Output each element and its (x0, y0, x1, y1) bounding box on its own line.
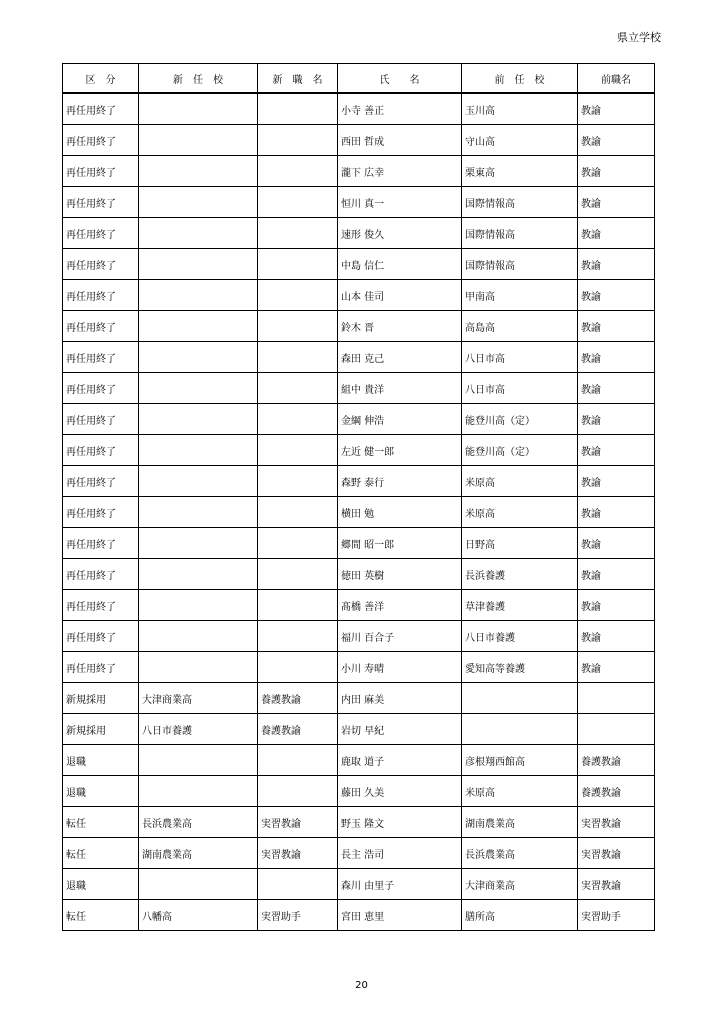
table-row (63, 776, 655, 807)
cell-name: 鈴木 晋 (338, 311, 462, 342)
cell-category: 再任用終了 (63, 93, 139, 125)
cell-new-school (139, 435, 258, 466)
table-row (63, 93, 655, 125)
cell-category: 再任用終了 (63, 311, 139, 342)
cell-category: 再任用終了 (63, 497, 139, 528)
cell-new-title (258, 311, 338, 342)
cell-category: 再任用終了 (63, 218, 139, 249)
table-row (63, 559, 655, 590)
header-name: 氏 名 (338, 64, 462, 94)
header-row (63, 64, 655, 94)
cell-category: 再任用終了 (63, 187, 139, 218)
cell-name: 森野 泰行 (338, 466, 462, 497)
cell-category: 退職 (63, 869, 139, 900)
cell-new-title: 実習教諭 (258, 807, 338, 838)
cell-category: 新規採用 (63, 714, 139, 745)
cell-prev-title: 教諭 (578, 590, 655, 621)
table-row (63, 838, 655, 869)
cell-prev-title: 教諭 (578, 342, 655, 373)
cell-new-school (139, 187, 258, 218)
cell-new-school (139, 621, 258, 652)
cell-prev-title (578, 683, 655, 714)
cell-new-school: 大津商業高 (139, 683, 258, 714)
cell-prev-school: 能登川高（定） (462, 404, 578, 435)
table-body (63, 93, 655, 931)
cell-category: 転任 (63, 807, 139, 838)
cell-prev-title: 教諭 (578, 280, 655, 311)
cell-new-school: 八日市養護 (139, 714, 258, 745)
cell-new-school (139, 93, 258, 125)
cell-new-title (258, 745, 338, 776)
cell-new-title (258, 373, 338, 404)
cell-prev-title: 教諭 (578, 497, 655, 528)
cell-prev-title: 教諭 (578, 435, 655, 466)
cell-prev-title: 教諭 (578, 249, 655, 280)
cell-new-title: 実習教諭 (258, 838, 338, 869)
table-row (63, 714, 655, 745)
cell-new-title (258, 621, 338, 652)
cell-new-school: 湖南農業高 (139, 838, 258, 869)
cell-prev-title: 教諭 (578, 652, 655, 683)
cell-new-school (139, 590, 258, 621)
cell-category: 退職 (63, 776, 139, 807)
cell-prev-title: 教諭 (578, 621, 655, 652)
cell-prev-title: 教諭 (578, 311, 655, 342)
cell-prev-school: 国際情報高 (462, 218, 578, 249)
cell-prev-title: 教諭 (578, 93, 655, 125)
header-category: 区 分 (63, 64, 139, 94)
cell-category: 再任用終了 (63, 404, 139, 435)
cell-prev-title: 教諭 (578, 156, 655, 187)
cell-category: 再任用終了 (63, 156, 139, 187)
cell-name: 長主 浩司 (338, 838, 462, 869)
cell-prev-school: 八日市高 (462, 342, 578, 373)
cell-prev-school: 大津商業高 (462, 869, 578, 900)
table-row (63, 342, 655, 373)
cell-new-title (258, 559, 338, 590)
page-number: 20 (355, 980, 368, 991)
table-row (63, 280, 655, 311)
cell-prev-title: 教諭 (578, 187, 655, 218)
cell-new-school (139, 745, 258, 776)
cell-new-title (258, 249, 338, 280)
cell-prev-title: 教諭 (578, 125, 655, 156)
cell-prev-school: 愛知高等養護 (462, 652, 578, 683)
table-row (63, 683, 655, 714)
cell-new-school (139, 342, 258, 373)
cell-new-title (258, 435, 338, 466)
table-row (63, 497, 655, 528)
cell-new-school (139, 404, 258, 435)
cell-name: 中島 信仁 (338, 249, 462, 280)
cell-prev-school: 守山高 (462, 125, 578, 156)
cell-new-school: 八幡高 (139, 900, 258, 931)
cell-new-title: 養護教諭 (258, 683, 338, 714)
cell-prev-title: 実習教諭 (578, 838, 655, 869)
cell-category: 再任用終了 (63, 528, 139, 559)
cell-new-title (258, 125, 338, 156)
personnel-table (62, 63, 655, 931)
cell-prev-school (462, 683, 578, 714)
cell-category: 転任 (63, 900, 139, 931)
cell-name: 野玉 隆文 (338, 807, 462, 838)
cell-new-school (139, 559, 258, 590)
header-prev-title: 前職名 (578, 64, 655, 94)
cell-prev-title: 実習教諭 (578, 869, 655, 900)
cell-name: 森田 克己 (338, 342, 462, 373)
cell-new-school (139, 156, 258, 187)
cell-new-title (258, 404, 338, 435)
cell-name: 小川 寿晴 (338, 652, 462, 683)
cell-name: 髙橋 善洋 (338, 590, 462, 621)
table-row (63, 652, 655, 683)
cell-category: 転任 (63, 838, 139, 869)
table-row (63, 218, 655, 249)
cell-prev-school: 八日市高 (462, 373, 578, 404)
cell-prev-title: 教諭 (578, 466, 655, 497)
cell-name: 森川 由里子 (338, 869, 462, 900)
cell-name: 福川 百合子 (338, 621, 462, 652)
header-prev-school: 前 任 校 (462, 64, 578, 94)
cell-prev-title: 教諭 (578, 218, 655, 249)
cell-new-school (139, 466, 258, 497)
table-row (63, 745, 655, 776)
cell-new-title (258, 93, 338, 125)
cell-prev-title: 実習助手 (578, 900, 655, 931)
cell-prev-title: 教諭 (578, 404, 655, 435)
table-row (63, 869, 655, 900)
table-row (63, 590, 655, 621)
table-row (63, 311, 655, 342)
cell-prev-school: 玉川高 (462, 93, 578, 125)
cell-name: 金綱 伸浩 (338, 404, 462, 435)
cell-new-title (258, 776, 338, 807)
cell-new-title (258, 652, 338, 683)
cell-prev-school (462, 714, 578, 745)
cell-new-title (258, 280, 338, 311)
cell-prev-school: 国際情報高 (462, 187, 578, 218)
cell-new-school (139, 652, 258, 683)
cell-category: 再任用終了 (63, 559, 139, 590)
cell-new-school (139, 280, 258, 311)
cell-new-school (139, 373, 258, 404)
cell-new-school: 長浜農業高 (139, 807, 258, 838)
cell-new-title (258, 187, 338, 218)
table-row (63, 249, 655, 280)
cell-prev-title: 教諭 (578, 373, 655, 404)
cell-prev-title: 養護教諭 (578, 745, 655, 776)
cell-prev-title: 養護教諭 (578, 776, 655, 807)
cell-new-school (139, 497, 258, 528)
cell-prev-school: 彦根翔西館高 (462, 745, 578, 776)
cell-prev-school: 栗東高 (462, 156, 578, 187)
cell-prev-school: 能登川高（定） (462, 435, 578, 466)
cell-prev-school: 国際情報高 (462, 249, 578, 280)
cell-category: 再任用終了 (63, 466, 139, 497)
table-row (63, 373, 655, 404)
table-row (63, 466, 655, 497)
cell-category: 再任用終了 (63, 621, 139, 652)
cell-prev-school: 八日市養護 (462, 621, 578, 652)
header-new-school: 新 任 校 (139, 64, 258, 94)
cell-category: 再任用終了 (63, 125, 139, 156)
category-label: 県立学校 (617, 31, 661, 44)
cell-category: 再任用終了 (63, 249, 139, 280)
cell-new-title (258, 342, 338, 373)
cell-prev-school: 米原高 (462, 466, 578, 497)
cell-new-school (139, 528, 258, 559)
cell-name: 左近 健一郎 (338, 435, 462, 466)
cell-name: 内田 麻美 (338, 683, 462, 714)
cell-new-title (258, 869, 338, 900)
table-header (63, 64, 655, 94)
cell-name: 岩切 早紀 (338, 714, 462, 745)
cell-new-title (258, 218, 338, 249)
cell-name: 小寺 善正 (338, 93, 462, 125)
table-row (63, 528, 655, 559)
cell-prev-school: 米原高 (462, 497, 578, 528)
cell-prev-school: 日野高 (462, 528, 578, 559)
cell-name: 徳田 英樹 (338, 559, 462, 590)
cell-category: 再任用終了 (63, 590, 139, 621)
cell-new-school (139, 125, 258, 156)
cell-name: 速形 俊久 (338, 218, 462, 249)
cell-name: 恒川 真一 (338, 187, 462, 218)
cell-name: 宮田 恵里 (338, 900, 462, 931)
table-row (63, 435, 655, 466)
cell-prev-school: 甲南高 (462, 280, 578, 311)
cell-name: 藤田 久美 (338, 776, 462, 807)
table-row (63, 404, 655, 435)
cell-new-title: 養護教諭 (258, 714, 338, 745)
table-row (63, 900, 655, 931)
header-new-title: 新 職 名 (258, 64, 338, 94)
cell-prev-title (578, 714, 655, 745)
cell-category: 新規採用 (63, 683, 139, 714)
table-row (63, 125, 655, 156)
cell-name: 郷間 昭一郎 (338, 528, 462, 559)
table-row (63, 187, 655, 218)
cell-category: 再任用終了 (63, 280, 139, 311)
cell-name: 組中 貴洋 (338, 373, 462, 404)
cell-name: 瀧下 広幸 (338, 156, 462, 187)
cell-new-title (258, 156, 338, 187)
cell-category: 退職 (63, 745, 139, 776)
cell-category: 再任用終了 (63, 373, 139, 404)
cell-new-school (139, 218, 258, 249)
cell-prev-title: 教諭 (578, 528, 655, 559)
cell-name: 西田 哲成 (338, 125, 462, 156)
cell-prev-school: 米原高 (462, 776, 578, 807)
table-row (63, 156, 655, 187)
cell-new-title (258, 466, 338, 497)
cell-new-title (258, 590, 338, 621)
cell-prev-school: 草津養護 (462, 590, 578, 621)
cell-new-school (139, 249, 258, 280)
cell-name: 横田 勉 (338, 497, 462, 528)
cell-prev-school: 湖南農業高 (462, 807, 578, 838)
table-row (63, 807, 655, 838)
table-row (63, 621, 655, 652)
cell-category: 再任用終了 (63, 435, 139, 466)
cell-name: 鹿取 道子 (338, 745, 462, 776)
cell-new-title (258, 497, 338, 528)
cell-new-school (139, 311, 258, 342)
cell-prev-title: 実習教諭 (578, 807, 655, 838)
cell-prev-school: 長浜農業高 (462, 838, 578, 869)
cell-new-title (258, 528, 338, 559)
cell-new-title: 実習助手 (258, 900, 338, 931)
cell-prev-school: 膳所高 (462, 900, 578, 931)
cell-category: 再任用終了 (63, 342, 139, 373)
cell-prev-school: 高島高 (462, 311, 578, 342)
cell-prev-school: 長浜養護 (462, 559, 578, 590)
cell-new-school (139, 776, 258, 807)
cell-prev-title: 教諭 (578, 559, 655, 590)
cell-name: 山本 佳司 (338, 280, 462, 311)
cell-new-school (139, 869, 258, 900)
cell-category: 再任用終了 (63, 652, 139, 683)
